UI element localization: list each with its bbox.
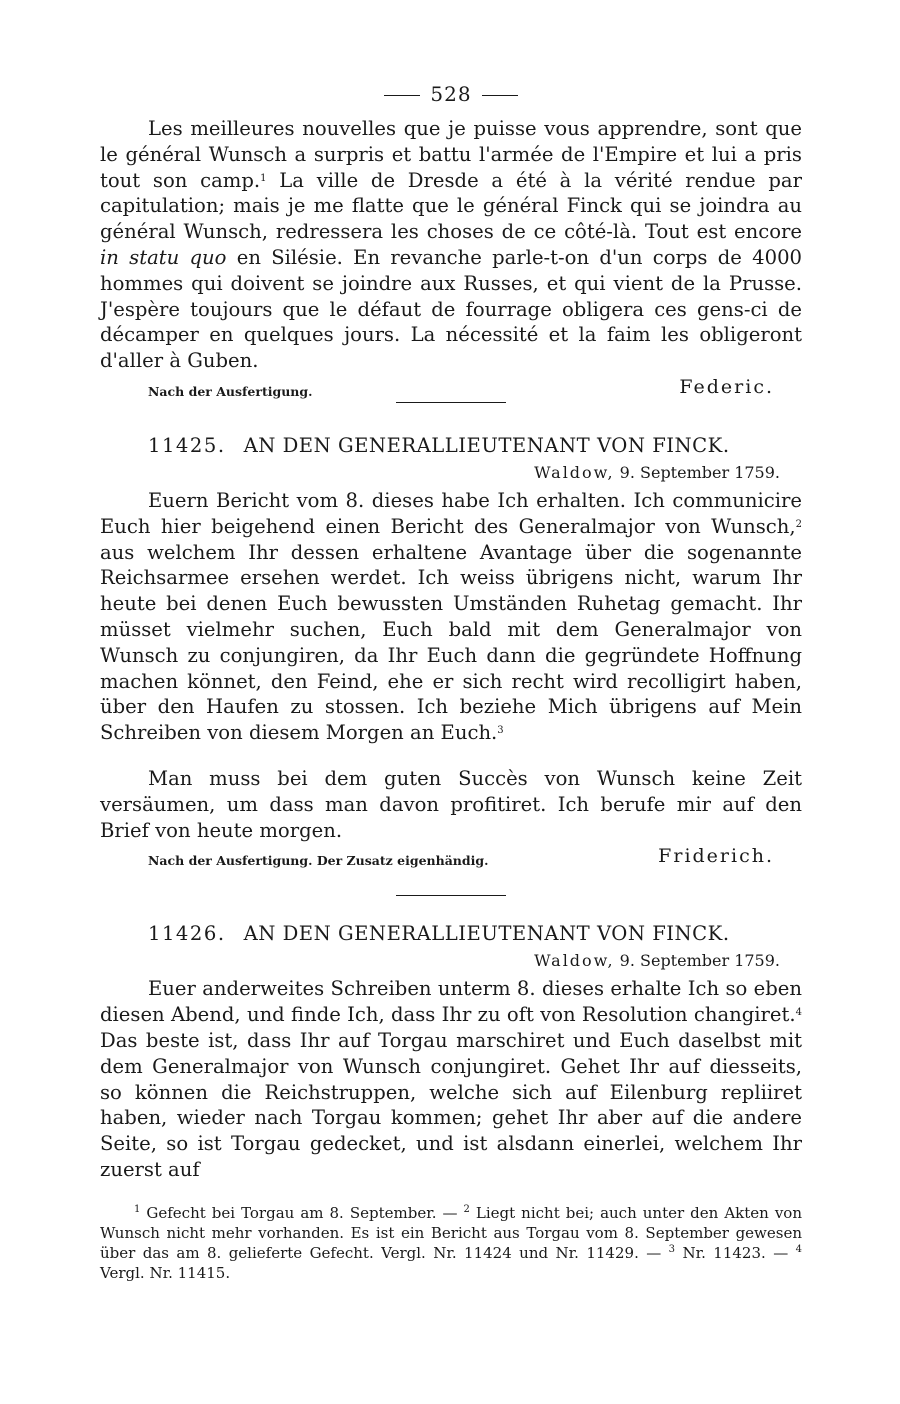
letter-3-date: 9. September 1759. [619,951,780,971]
letter-2-text-a: Euern Bericht vom 8. dieses habe Ich erhalten. Ich communicire Euch hier beigehend einen Bericht des Generalmajor von Wunsch, [100,488,802,538]
letter-3-place: Waldow, [534,951,615,971]
letter-2-source: Nach der Ausfertigung. Der Zusatz eigenhändig. [148,853,489,869]
separator-1 [396,402,506,403]
letter-2-text [100,488,802,746]
footnotes [100,1203,802,1283]
letter-2-text-b: aus welchem Ihr dessen erhaltene Avantage über die sogenannte Reichsarmee ersehen werdet. Ich weiss übrigens nicht, warum Ihr heute bei denen Euch bewussten Umständen Ruhetag gemacht. Ihr müsset vielmehr suchen, Euch bald mit dem Generalmajor von Wunsch zu conjungiren, da Ihr Euch dann die gegründete Hoffnung machen könnet, den Feind, ehe er sich recht wird recolligirt haben, über den Haufen zu stossen. Ich beziehe Mich übrigens auf Mein Schreiben von diesem Morgen an Euch. [100,540,802,745]
footnote-ref-2: 2 [795,518,802,530]
footnote-ref-4: 4 [795,1007,802,1019]
letter-1-text-b: La ville de Dresde a été à la vérité rendue par capitulation; mais je me flatte que le général Finck qui se joindra au général Wunsch, redressera les choses de ce côté-là. Tout est encore [100,168,802,244]
letter-2-date: 9. September 1759. [619,462,780,482]
letter-2-signature: Friderich. [658,845,774,868]
document-page [100,82,802,1283]
letter-1-text [100,116,802,374]
letter-2-title: AN DEN GENERALLIEUTENANT VON FINCK. [243,433,730,457]
footnote-2-text: Liegt nicht bei; auch unter den Akten von Wunsch nicht mehr vorhanden. Es ist ein Bericht aus Torgau vom 8. September gewesen über das am 8. gelieferte Gefecht. Vergl. Nr. 11424 und Nr. 11429. — [100,1203,802,1262]
footnote-ref-3: 3 [497,725,504,737]
footnote-4-number: 4 [795,1243,802,1255]
page-number-dash-right [482,95,518,96]
letter-3-text [100,976,802,1182]
letter-1-source: Nach der Ausfertigung. [148,383,313,399]
letter-3-heading [100,922,802,945]
letter-3-title: AN DEN GENERALLIEUTENANT VON FINCK. [243,922,730,946]
separator-2 [396,895,506,896]
letter-3-text-a: Euer anderweites Schreiben unterm 8. dieses erhalte Ich so eben diesen Abend, und finde Ich, dass Ihr zu oft von Resolution changiret. [100,977,802,1027]
page-number-line [100,82,802,106]
letter-1-text-a: Les meilleures nouvelles que je puisse vous apprendre, sont que le général Wunsch a surpris et battu l'armée de l'Empire et lui a pris tout son camp. [100,117,802,192]
letter-1-footer [100,376,802,404]
footnote-3-number: 3 [668,1243,676,1255]
page-number: 528 [430,82,472,106]
page-number-dash-left [384,95,420,96]
footnote-3-text: Nr. 11423. — [675,1243,796,1262]
letter-3-text-b: Das beste ist, dass Ihr auf Torgau marschiret und Euch daselbst mit dem Generalmajor von Wunsch conjungiret. Gehet Ihr auf diesseits, so können die Reichstruppen, welche sich auf Eilenburg repliiret haben, wieder nach Torgau kommen; gehet Ihr aber auf die andere Seite, so ist Torgau gedecket, und ist alsdann einerlei, welchem Ihr zuerst auf [100,1028,802,1181]
letter-2-heading [100,434,802,457]
letter-2-place: Waldow, [534,462,615,482]
footnote-4-text: Vergl. Nr. 11415. [100,1263,231,1282]
letter-1-italic: in statu quo [100,245,227,269]
letter-3-dateline [100,951,802,970]
letter-3-number: 11426. [148,922,226,946]
letter-2-postscript: Man muss bei dem guten Succès von Wunsch keine Zeit versäumen, um dass man davon profitiret. Ich berufe mir auf den Brief von heute morgen. [100,766,802,842]
footnote-2-number: 2 [463,1203,470,1215]
letter-1-signature: Federic. [679,375,774,398]
footnote-ref-1: 1 [260,172,267,184]
letter-2-dateline [100,463,802,482]
footnote-1-text: Gefecht bei Torgau am 8. September. — [140,1203,464,1222]
letter-1-text-c: en Silésie. En revanche parle-t-on d'un corps de 4000 hommes qui doivent se joindre aux Russes, et qui vient de la Prusse. J'espère toujours que le défaut de fourrage obligera ces gens-ci de décamper en quelques jours. La nécessité et la faim les obligeront d'aller à Guben. [100,245,802,373]
letter-2-number: 11425. [148,433,226,457]
footnote-1-number: 1 [134,1203,141,1215]
letter-2-footer [100,845,802,873]
